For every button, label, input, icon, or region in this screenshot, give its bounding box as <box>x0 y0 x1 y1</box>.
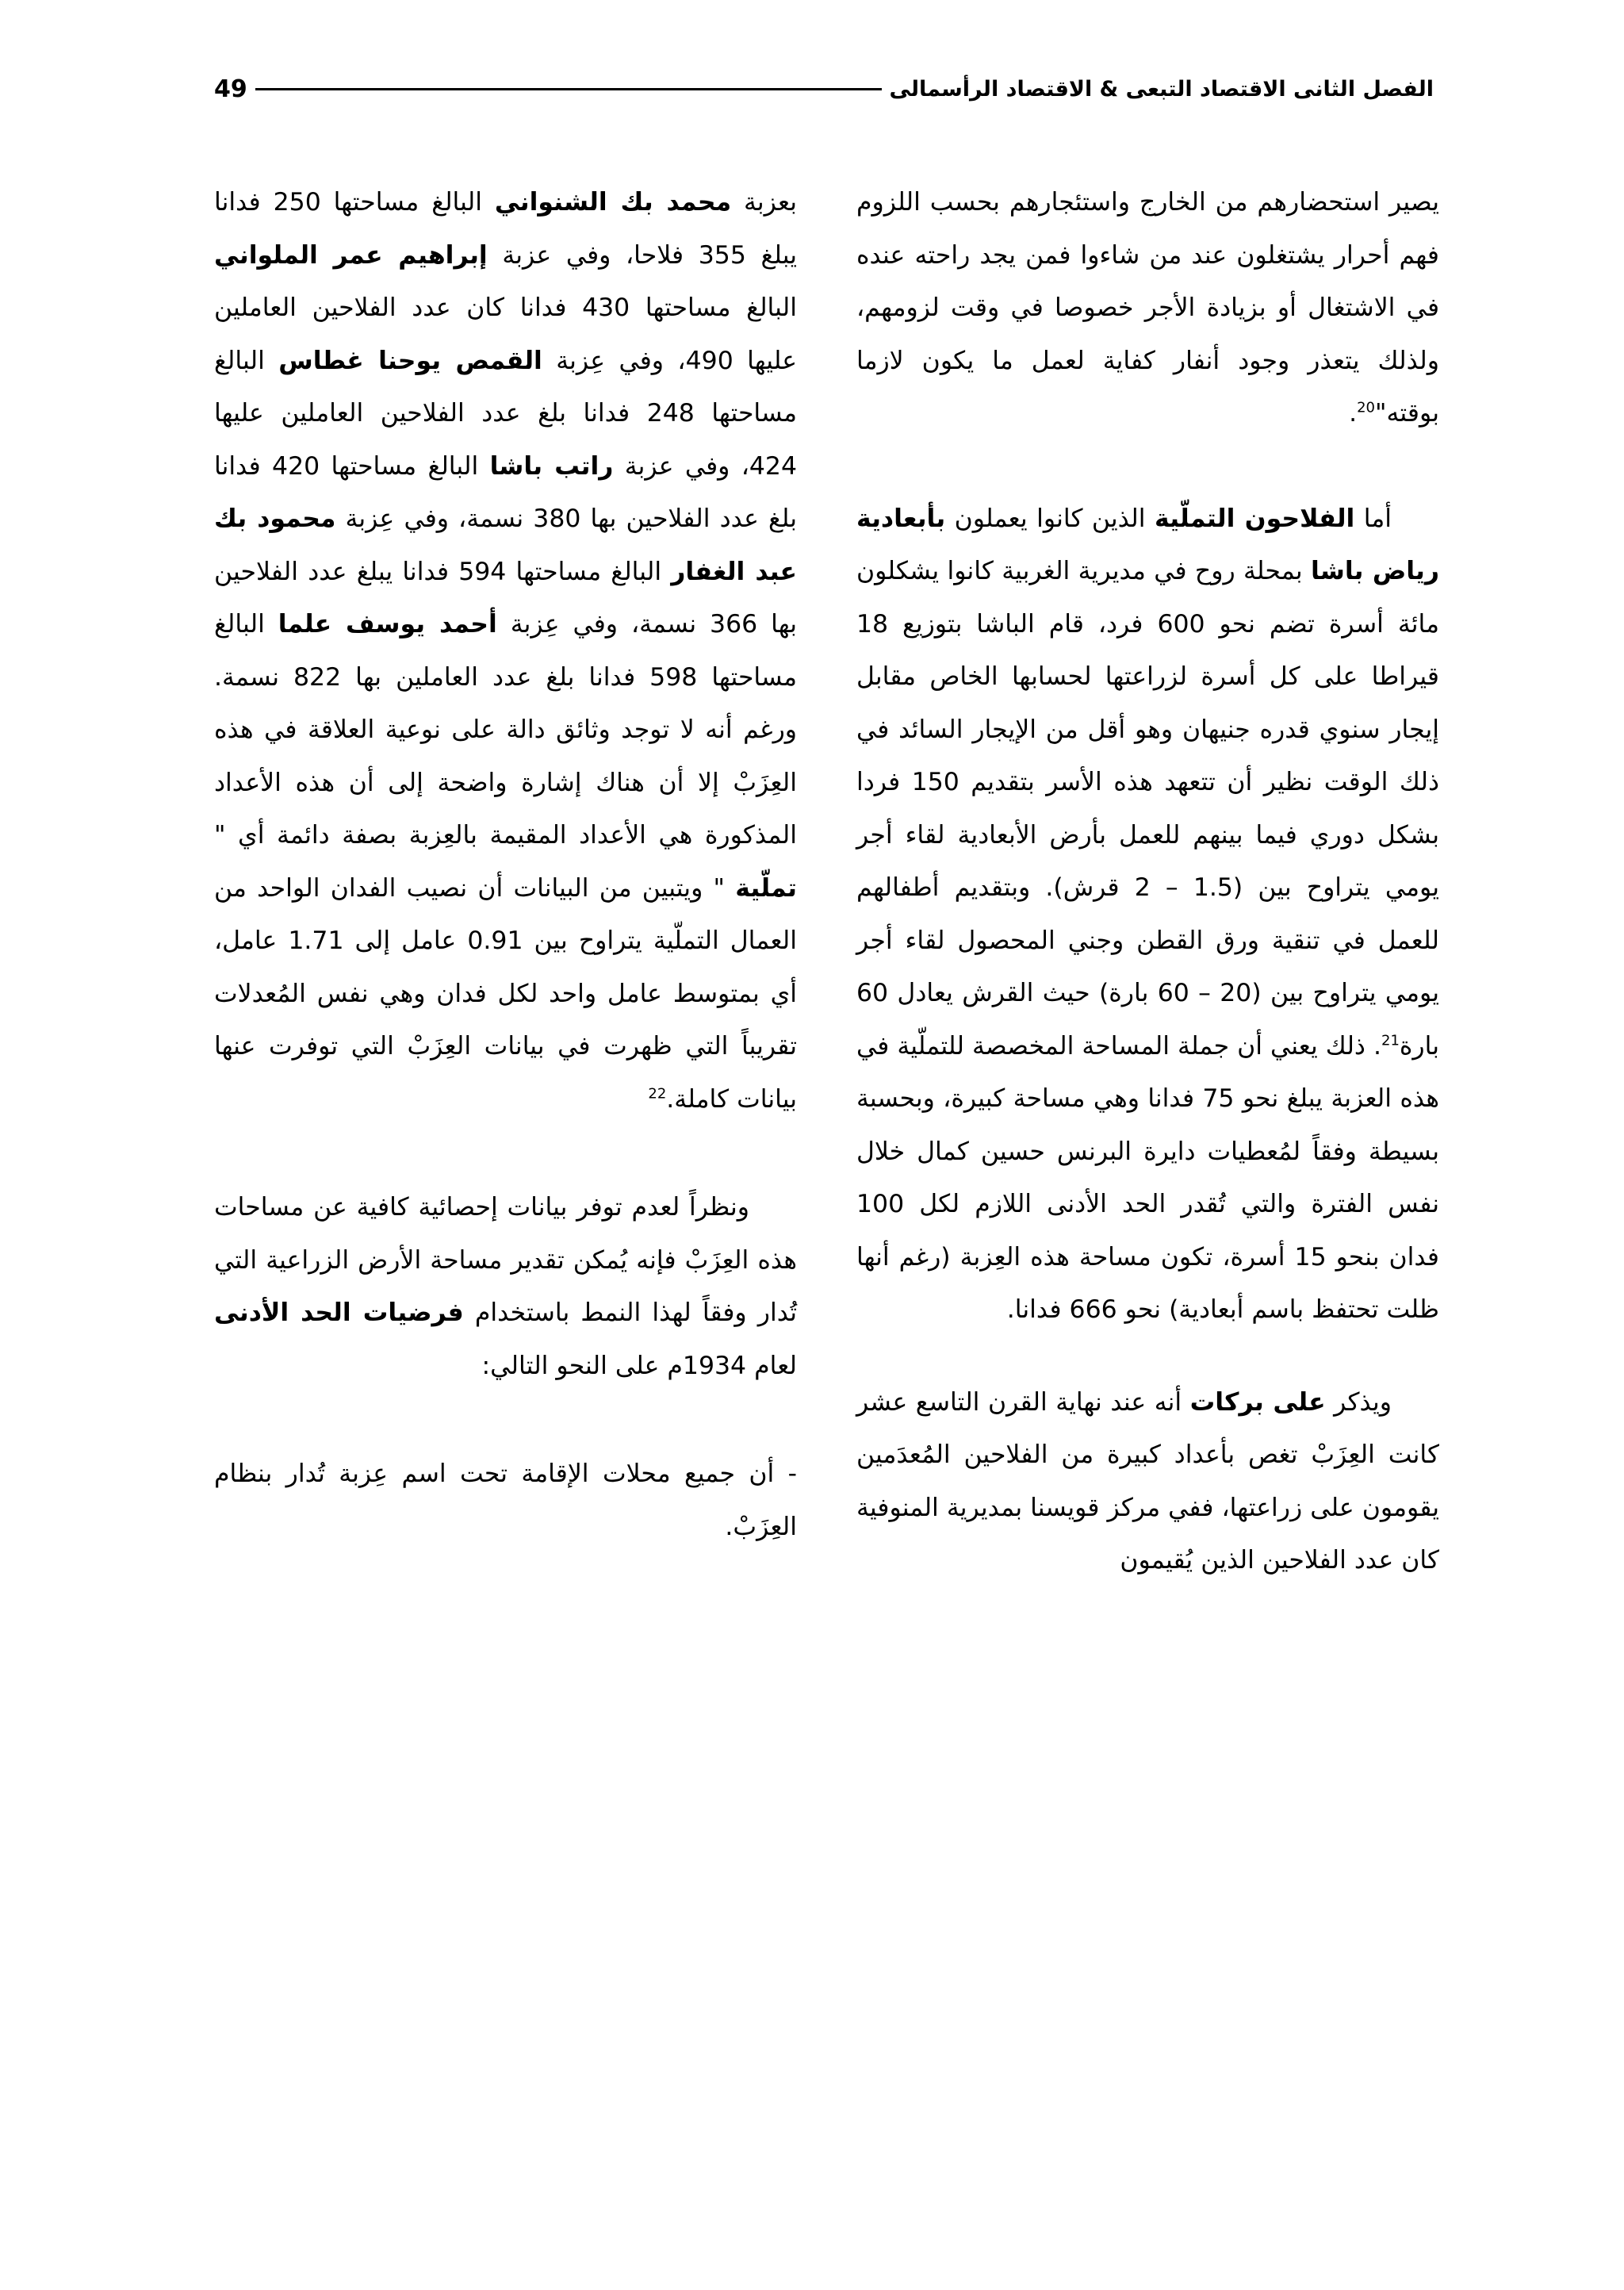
footnote-ref: 22 <box>648 1085 667 1102</box>
paragraph <box>856 493 1439 1337</box>
bold-term: محمود بك عبد الغفار <box>214 504 798 586</box>
paragraph <box>856 176 1439 440</box>
footnote-ref: 20 <box>1357 399 1376 416</box>
paragraph-text: الذين كانوا يعملون <box>945 504 1155 533</box>
paragraph-text: البالغ مساحتها 420 فدانا بلغ عدد الفلاحين بها 380 نسمة، وفي عِزبة <box>214 451 797 533</box>
bold-term: الفلاحون التملّية <box>1154 504 1355 533</box>
paragraph-text: ويذكر <box>1325 1387 1392 1417</box>
right-column <box>856 176 1439 1587</box>
paragraph-text: أنه عند نهاية القرن التاسع عشر كانت العِزَبْ تغص بأعداد كبيرة من الفلاحين المُعدَمين يقومون على زراعتها، ففي مركز قويسنا بمديرية المنوفية كان عدد الفلاحين الذين يُقيمون <box>856 1387 1439 1575</box>
paragraph-text: - أن جميع محلات الإقامة تحت اسم عِزبة تُدار بنظام العِزَبْ. <box>214 1460 797 1541</box>
bold-term: راتب باشا <box>489 451 614 481</box>
bold-term: على بركات <box>1189 1387 1326 1417</box>
list-item <box>214 1448 797 1553</box>
page-number: 49 <box>214 75 247 103</box>
paragraph-text: البالغ مساحتها 248 فدانا بلغ عدد الفلاحين العاملين عليها 424، وفي عزبة <box>214 346 797 481</box>
chapter-title: الفصل الثانى الاقتصاد التبعى & الاقتصاد الرأسمالى <box>889 76 1434 102</box>
paragraph-text: . ذلك يعني أن جملة المساحة المخصصة للتملّية في هذه العزبة يبلغ نحو 75 فدانا وهي مساحة كبيرة، وبحسبة بسيطة وفقاً لمُعطيات دايرة البرنس حسين كمال خلال نفس الفترة والتي تُقدر الحد الأدنى اللازم لكل 100 فدان بنحو 15 أسرة، تكون مساحة هذه العِزبة (رغم أنها ظلت تحتفظ باسم أبعادية) نحو 666 فدانا. <box>856 1031 1439 1324</box>
paragraph-text: البالغ مساحتها 598 فدانا بلغ عدد العاملين بها 822 نسمة. ورغم أنه لا توجد وثائق دالة على نوعية العلاقة في هذه العِزَبْ إلا أن هناك إشارة واضحة إلى أن هذه الأعداد المذكورة هي الأعداد المقيمة بالعِزبة بصفة دائمة أي " <box>214 610 797 850</box>
paragraph-text: لعام 1934م على النحو التالي: <box>481 1351 797 1380</box>
bold-term: بأبعادية رياض باشا <box>856 504 1439 585</box>
paragraph-text: البالغ مساحتها 430 فدانا كان عدد الفلاحين العاملين عليها 490، وفي عِزبة <box>214 293 797 375</box>
paragraph-text: البالغ مساحتها 594 فدانا يبلغ عدد الفلاحين بها 366 نسمة، وفي عِزبة <box>214 557 798 639</box>
bold-term: القمص يوحنا غطاس <box>278 346 542 375</box>
paragraph <box>214 1181 797 1392</box>
bold-term: إبراهيم عمر الملواني <box>214 240 488 270</box>
header-rule <box>255 88 882 90</box>
footnote-ref: 21 <box>1381 1032 1400 1049</box>
left-column <box>214 176 797 1553</box>
bold-term: محمد بك الشنواني <box>494 188 732 217</box>
paragraph-text: ونظراً لعدم توفر بيانات إحصائية كافية عن مساحات هذه العِزَبْ فإنه يُمكن تقدير مساحة الأرض الزراعية التي تُدار وفقاً لهذا النمط باستخدام <box>214 1193 798 1327</box>
bold-term: فرضيات الحد الأدنى <box>214 1298 464 1327</box>
page-header <box>214 67 1434 111</box>
paragraph <box>856 1376 1439 1587</box>
paragraph-text: " ويتبين من البيانات أن نصيب الفدان الواحد من العمال التملّية يتراوح بين 0.91 عامل إلى 1.71 عامل، أي بمتوسط عامل واحد لكل فدان وهي نفس المُعدلات تقريباً التي ظهرت في بيانات العِزَبْ التي توفرت عنها بيانات كاملة. <box>214 873 797 1114</box>
bold-term: تملّية <box>735 873 797 903</box>
paragraph <box>214 176 797 1126</box>
paragraph-text: يصير استحضارهم من الخارج واستئجارهم بحسب اللزوم فهم أحرار يشتغلون عند من شاءوا فمن يجد راحته عنده في الاشتغال أو بزيادة الأجر خصوصا في وقت لزومهم، ولذلك يتعذر وجود أنفار كفاية لعمل ما يكون لازما بوقته" <box>856 188 1439 428</box>
paragraph-text: أما <box>1354 504 1392 533</box>
paragraph-text: البالغ مساحتها 250 فدانا يبلغ 355 فلاحا، وفي عزبة <box>214 188 797 270</box>
paragraph-text: بعزبة <box>731 188 797 217</box>
paragraph-text: بمحلة روح في مديرية الغربية كانوا يشكلون مائة أسرة تضم نحو 600 فرد، قام الباشا بتوزيع 18 قيراطا على كل أسرة لزراعتها لحسابها الخاص مقابل إيجار سنوي قدره جنيهان وهو أقل من الإيجار السائد في ذلك الوقت نظير أن تتعهد هذه الأسر بتقديم 150 فردا بشكل دوري فيما بينهم للعمل بأرض الأبعادية لقاء أجر يومي يتراوح بين (1.5 – 2 قرش). وبتقديم أطفالهم للعمل في تنقية ورق القطن وجني المحصول لقاء أجر يومي يتراوح بين (20 – 60 بارة) حيث القرش يعادل 60 بارة <box>856 557 1439 1061</box>
bold-term: أحمد يوسف علما <box>278 610 497 639</box>
paragraph-text: . <box>1349 399 1358 428</box>
